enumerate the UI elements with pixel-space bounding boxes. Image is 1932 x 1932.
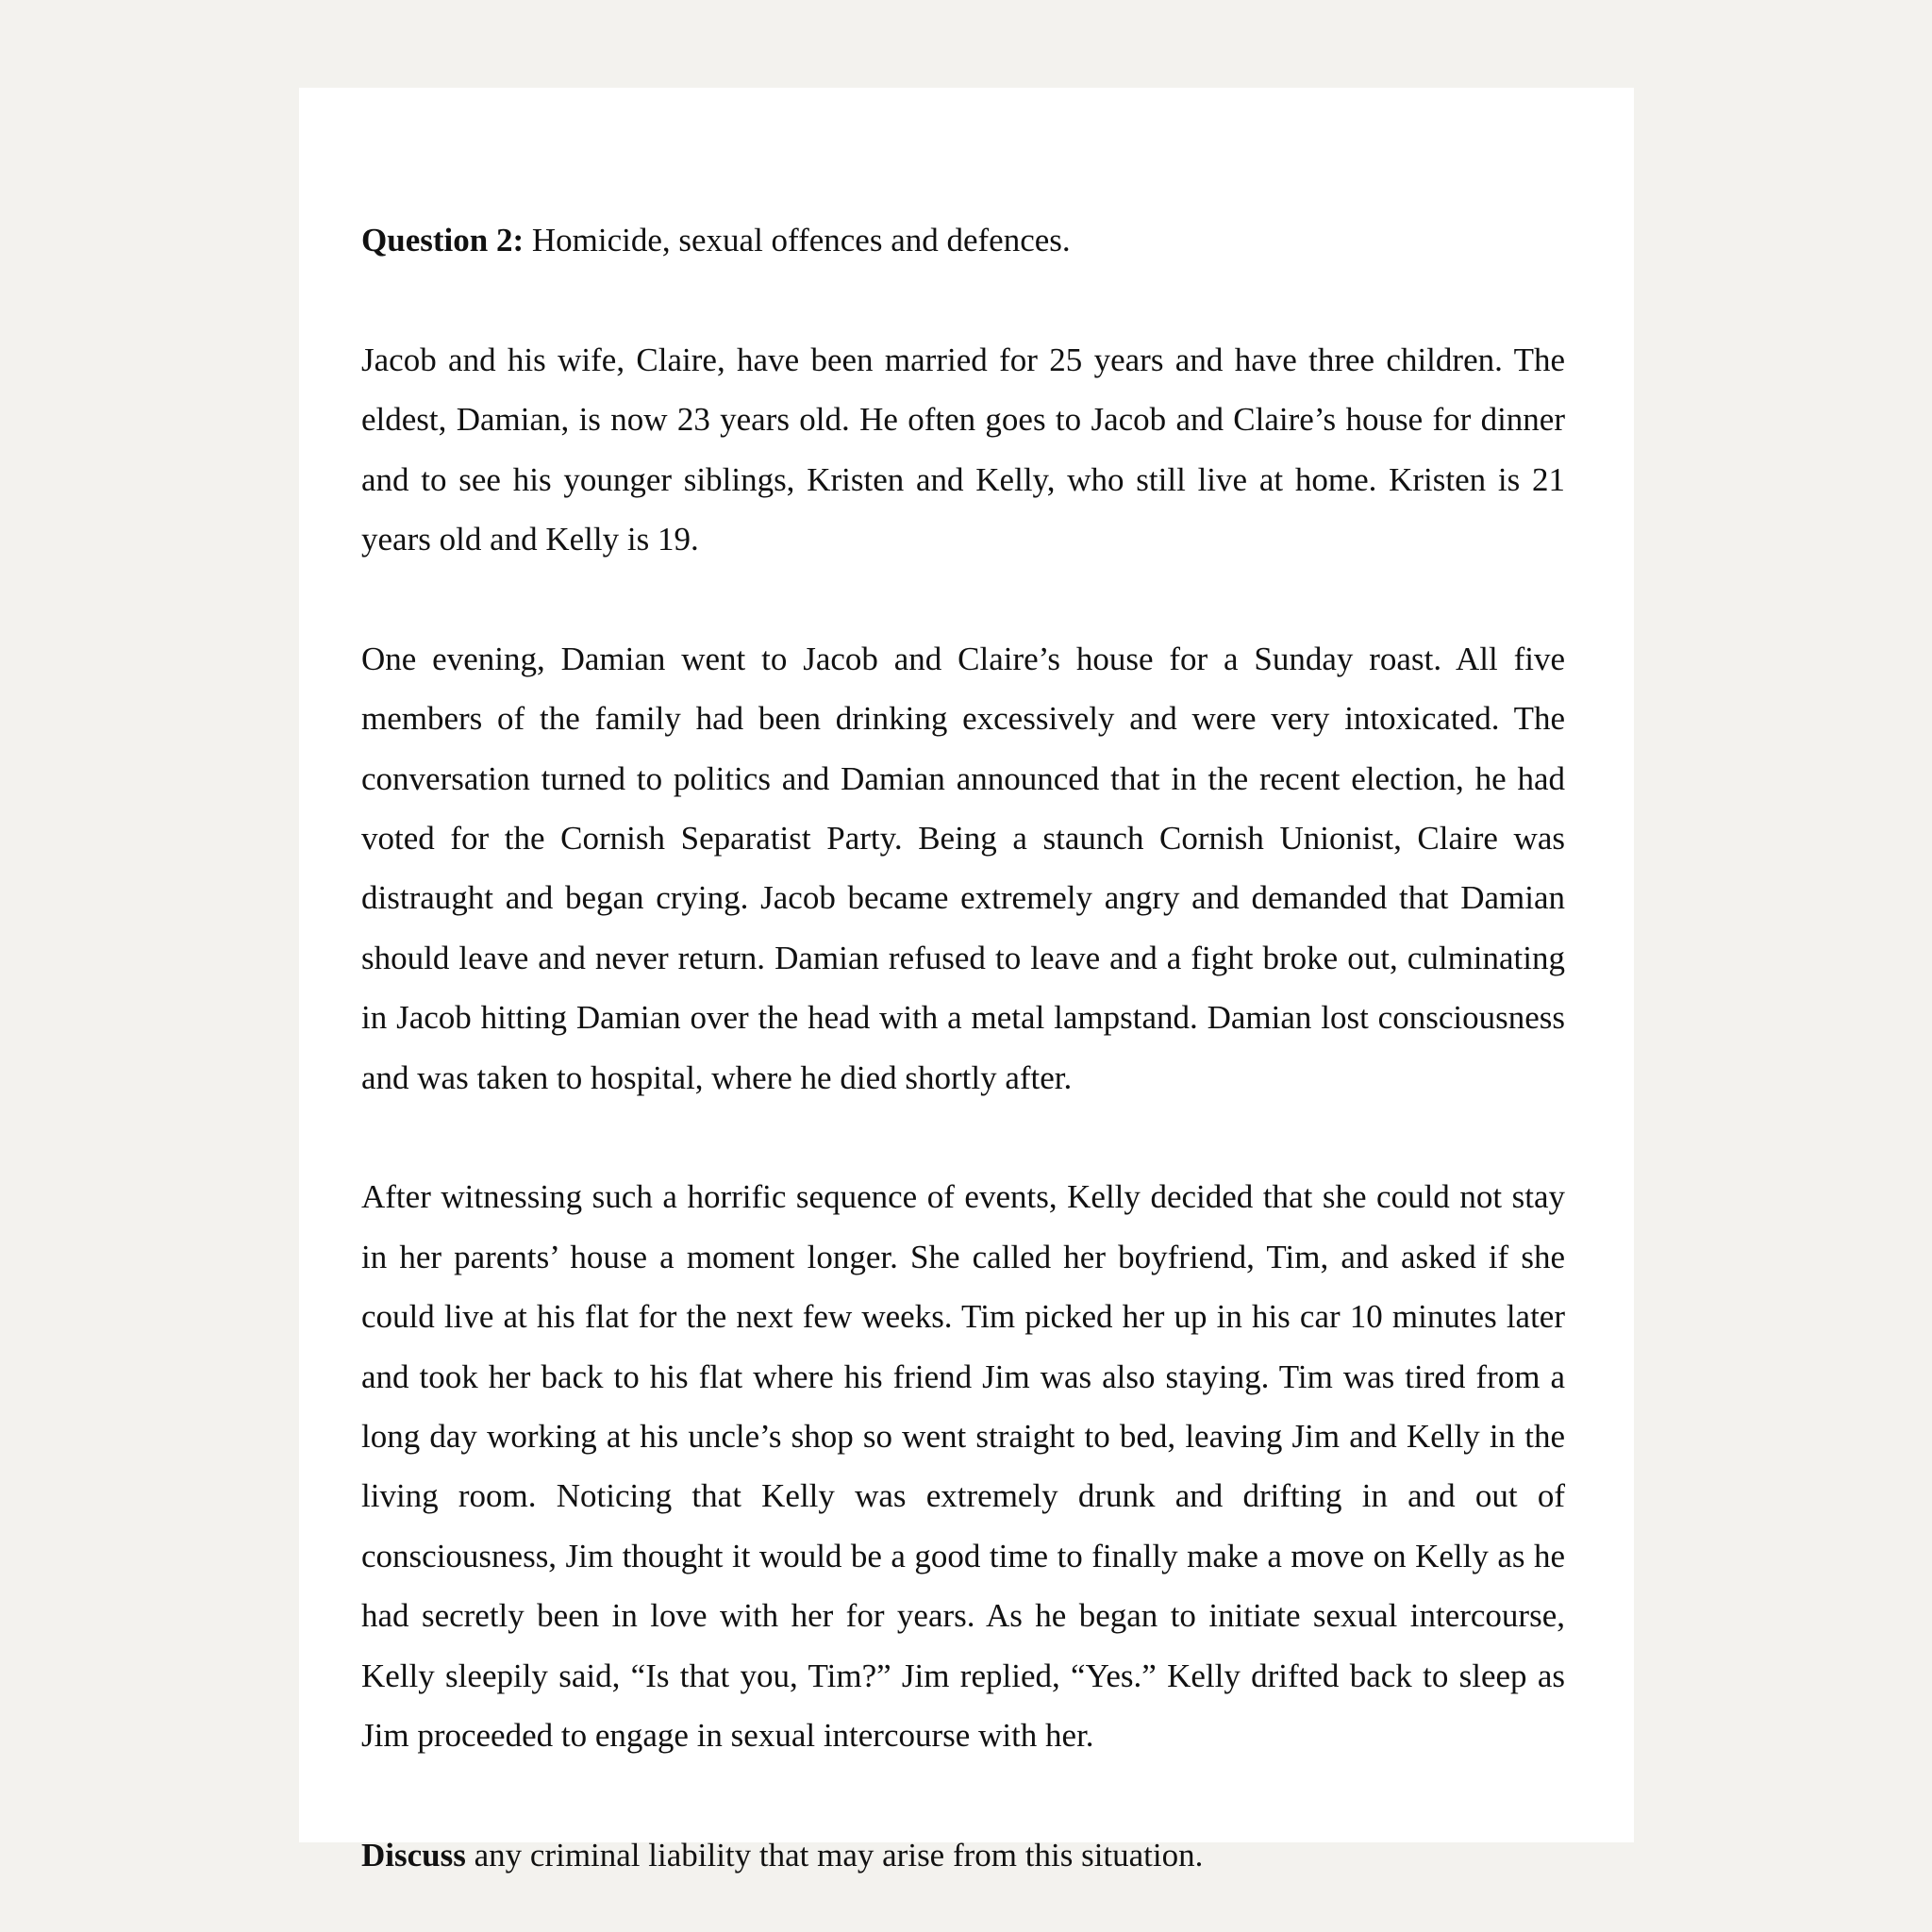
instruction-line: [361, 1825, 1565, 1885]
scenario-paragraph-3: After witnessing such a horrific sequence of events, Kelly decided that she could not stay in her parents’ house a moment longer. She called her boyfriend, Tim, and asked if she could live at his flat for the next few weeks. Tim picked her up in his car 10 minutes later and took her back to his flat where his friend Jim was also staying. Tim was tired from a long day working at his uncle’s shop so went straight to bed, leaving Jim and Kelly in the living room. Noticing that Kelly was extremely drunk and drifting in and out of consciousness, Jim thought it would be a good time to finally make a move on Kelly as he had secretly been in love with her for years. As he began to initiate sexual intercourse, Kelly sleepily said, “Is that you, Tim?” Jim replied, “Yes.” Kelly drifted back to sleep as Jim proceeded to engage in sexual intercourse with her.: [361, 1178, 1565, 1755]
document-body: [361, 210, 1565, 1885]
scenario-paragraph-2: One evening, Damian went to Jacob and Claire’s house for a Sunday roast. All five members of the family had been drinking excessively and were very intoxicated. The conversation turned to politics and Damian announced that in the recent election, he had voted for the Cornish Separatist Party. Being a staunch Cornish Unionist, Claire was distraught and began crying. Jacob became extremely angry and demanded that Damian should leave and never return. Damian refused to leave and a fight broke out, culminating in Jacob hitting Damian over the head with a metal lampstand. Damian lost consciousness and was taken to hospital, where he died shortly after.: [361, 640, 1565, 1096]
question-label: Question 2:: [361, 222, 525, 258]
scenario-paragraph-1: Jacob and his wife, Claire, have been married for 25 years and have three children. The eldest, Damian, is now 23 years old. He often goes to Jacob and Claire’s house for dinner and to see his younger siblings, Kristen and Kelly, who still live at home. Kristen is 21 years old and Kelly is 19.: [361, 341, 1565, 558]
document-page: [299, 88, 1634, 1874]
question-heading: [361, 210, 1565, 270]
question-topic: Homicide, sexual offences and defences.: [524, 222, 1071, 258]
instruction-verb: Discuss: [361, 1836, 466, 1874]
instruction-text: any criminal liability that may arise from this situation.: [465, 1836, 1204, 1874]
